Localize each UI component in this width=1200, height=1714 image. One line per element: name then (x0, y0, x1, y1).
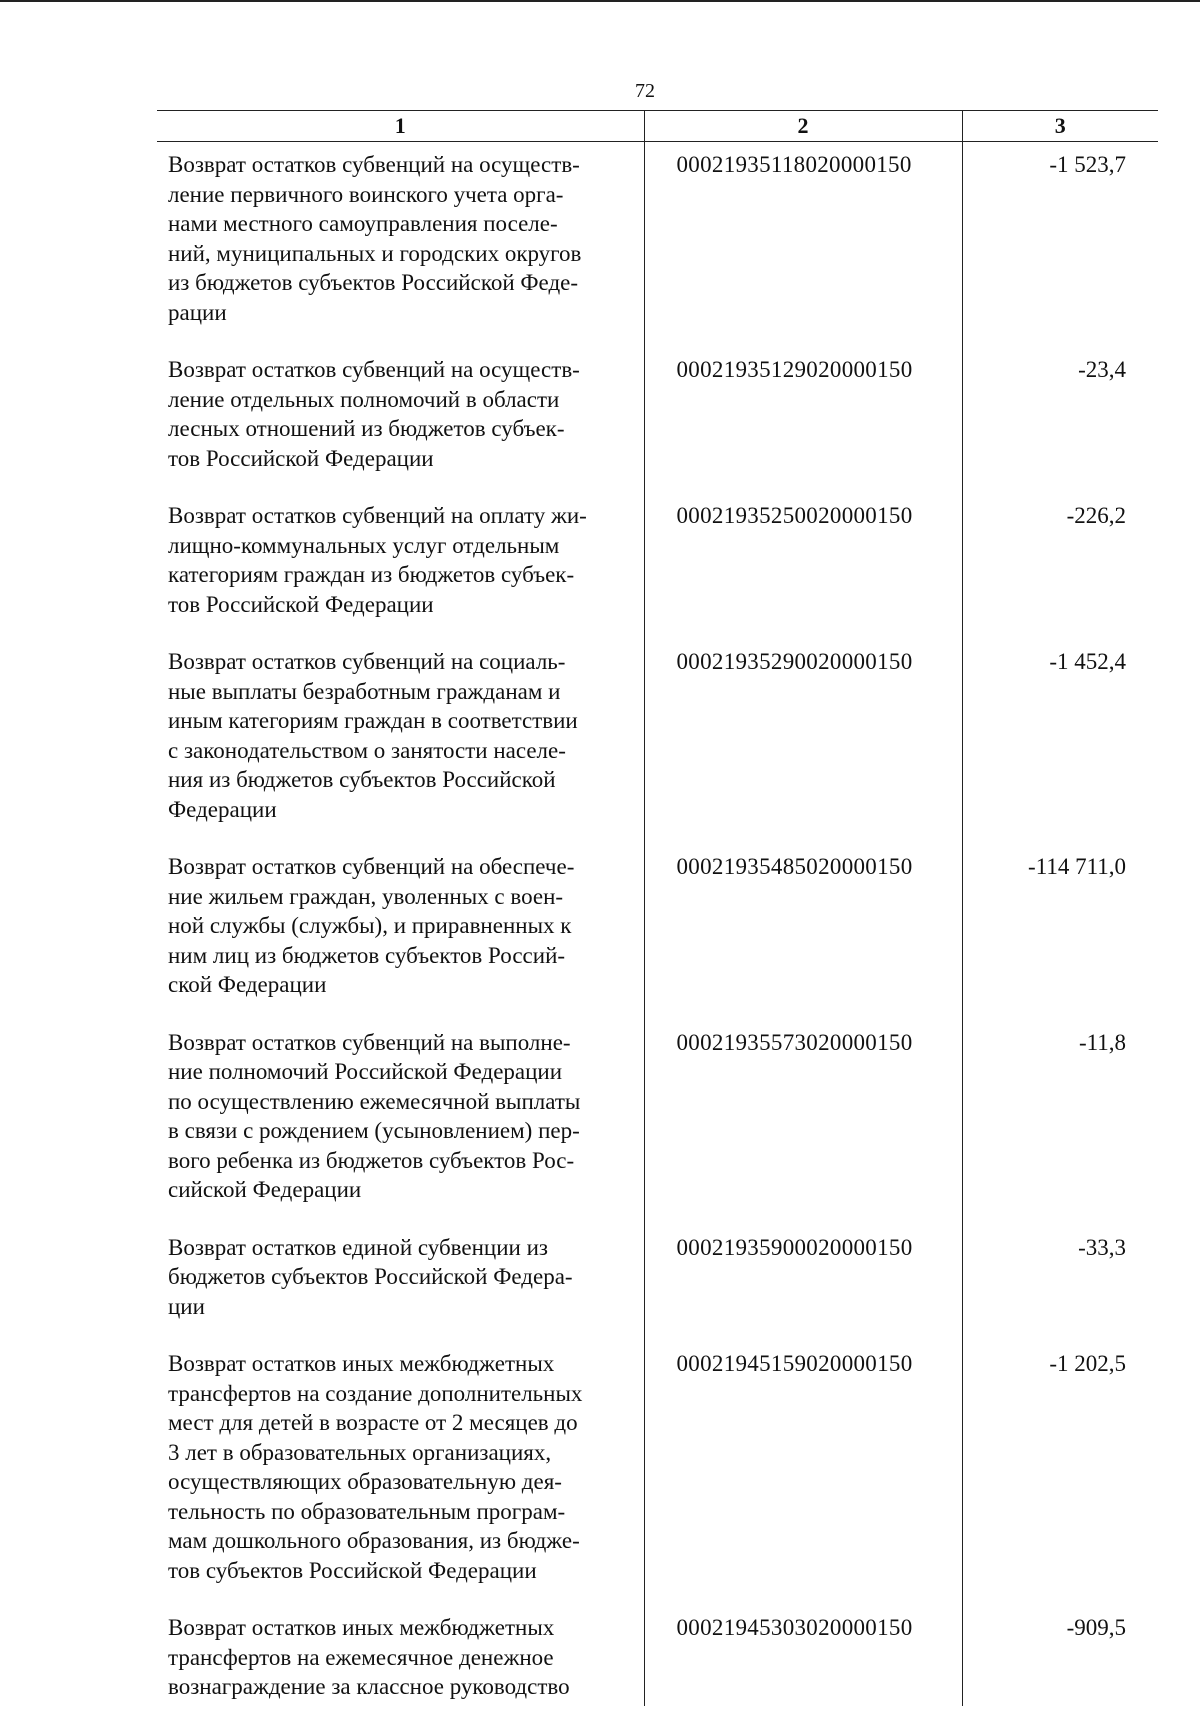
description-line: нами местного самоуправления поселе- (168, 211, 558, 236)
amount-value: -114 711,0 (1028, 854, 1126, 879)
amount-cell (962, 844, 1158, 1020)
amount-value: -1 523,7 (1049, 152, 1126, 177)
description-line: тельность по образовательным програм- (168, 1498, 566, 1524)
description-line: по осуществлению ежемесячной выплаты (168, 1088, 581, 1114)
amount-value: -23,4 (1078, 357, 1126, 382)
description-line: Возврат остатков субвенций на обеспече- (168, 854, 575, 879)
table-row (157, 1605, 1158, 1706)
amount-cell (962, 1225, 1158, 1342)
code-cell (644, 1605, 962, 1706)
page-number: 72 (635, 80, 655, 102)
description-line: ции (168, 1293, 205, 1319)
table-row (157, 1020, 1158, 1225)
table-header-row (157, 111, 1158, 142)
description-line: мам дошкольного образования, из бюдже- (168, 1528, 580, 1553)
description-line: Возврат остатков субвенций на выполне- (168, 1029, 571, 1055)
description-line: категориям граждан из бюджетов субъек- (168, 562, 575, 587)
row-description (157, 1020, 644, 1225)
page-top-edge (0, 0, 1200, 2)
description-line: мест для детей в возрасте от 2 месяцев до (168, 1410, 578, 1435)
code-cell (644, 1341, 962, 1605)
table-row (157, 142, 1158, 348)
row-description (157, 844, 644, 1020)
amount-value: -33,3 (1078, 1234, 1126, 1260)
description-line: Федерации (168, 796, 277, 822)
budget-table (157, 110, 1158, 1706)
row-description (157, 1225, 644, 1342)
code-cell (644, 493, 962, 639)
description-line: ние полномочий Российской Федерации (168, 1059, 563, 1084)
description-line: ной службы (службы), и приравненных к (168, 913, 572, 938)
budget-code: 00021935290020000150 (676, 649, 913, 674)
budget-code: 00021935250020000150 (676, 503, 913, 528)
budget-code: 00021945303020000150 (676, 1615, 913, 1640)
code-cell (644, 1020, 962, 1225)
description-line: ление первичного воинского учета орга- (168, 181, 564, 207)
description-cell (157, 844, 644, 1020)
amount-cell (962, 639, 1158, 844)
description-line: трансфертов на создание дополнительных (168, 1380, 583, 1406)
amount-cell (962, 1341, 1158, 1605)
description-line: ния из бюджетов субъектов Российской (168, 767, 556, 792)
description-line: ние жильем граждан, уволенных с воен- (168, 883, 564, 909)
description-line: рации (168, 299, 227, 325)
code-cell (644, 347, 962, 493)
budget-code: 00021945159020000150 (676, 1351, 913, 1376)
budget-code: 00021935900020000150 (676, 1234, 913, 1260)
description-line: 3 лет в образовательных организациях, (168, 1439, 552, 1465)
description-line: из бюджетов субъектов Российской Феде- (168, 270, 579, 295)
description-line: иным категориям граждан в соответствии (168, 708, 578, 733)
amount-cell (962, 1020, 1158, 1225)
description-line: Возврат остатков единой субвенции из (168, 1234, 548, 1260)
description-line: Возврат остатков субвенций на осуществ- (168, 357, 580, 382)
description-line: Возврат остатков субвенций на оплату жи- (168, 503, 587, 528)
description-line: Возврат остатков субвенций на социаль- (168, 649, 566, 674)
table-row (157, 493, 1158, 639)
description-cell (157, 1341, 644, 1605)
code-cell (644, 639, 962, 844)
description-line: ление отдельных полномочий в области (168, 386, 560, 412)
description-cell (157, 142, 644, 348)
amount-value: -226,2 (1066, 503, 1126, 528)
description-line: трансфертов на ежемесячное денежное (168, 1644, 554, 1670)
column-header-1: 1 (157, 111, 644, 142)
description-line: Возврат остатков иных межбюджетных (168, 1351, 555, 1376)
column-header-2: 2 (644, 111, 962, 142)
description-line: лесных отношений из бюджетов субъек- (168, 416, 565, 441)
budget-code: 00021935573020000150 (676, 1029, 913, 1055)
budget-code: 00021935485020000150 (676, 854, 913, 879)
description-cell (157, 1225, 644, 1342)
description-line: вого ребенка из бюджетов субъектов Рос- (168, 1147, 575, 1173)
table-row (157, 347, 1158, 493)
column-header-3: 3 (962, 111, 1158, 142)
description-line: в связи с рождением (усыновлением) пер- (168, 1118, 580, 1143)
description-line: тов Российской Федерации (168, 445, 434, 471)
description-line: ской Федерации (168, 972, 327, 997)
table-row (157, 844, 1158, 1020)
amount-cell (962, 142, 1158, 348)
code-cell (644, 1225, 962, 1342)
description-line: сийской Федерации (168, 1177, 362, 1202)
row-description (157, 347, 644, 493)
budget-code: 00021935129020000150 (676, 357, 913, 382)
amount-cell (962, 493, 1158, 639)
description-line: ним лиц из бюджетов субъектов Россий- (168, 942, 566, 968)
row-description (157, 1605, 644, 1706)
description-line: лищно-коммунальных услуг отдельным (168, 532, 560, 558)
description-cell (157, 493, 644, 639)
description-line: ные выплаты безработным гражданам и (168, 678, 561, 704)
table-row (157, 1341, 1158, 1605)
description-line: ний, муниципальных и городских округов (168, 240, 582, 266)
description-line: вознаграждение за классное руководство (168, 1674, 570, 1699)
amount-value: -1 202,5 (1049, 1351, 1126, 1376)
description-line: Возврат остатков иных межбюджетных (168, 1615, 555, 1640)
description-cell (157, 347, 644, 493)
code-cell (644, 844, 962, 1020)
code-cell (644, 142, 962, 348)
description-cell (157, 639, 644, 844)
description-line: с законодательством о занятости населе- (168, 737, 566, 763)
table-row (157, 639, 1158, 844)
description-line: Возврат остатков субвенций на осуществ- (168, 152, 580, 177)
table-row (157, 1225, 1158, 1342)
description-line: осуществляющих образовательную дея- (168, 1469, 562, 1494)
row-description (157, 142, 644, 347)
description-cell (157, 1020, 644, 1225)
description-line: бюджетов субъектов Российской Федера- (168, 1264, 573, 1289)
row-description (157, 1341, 644, 1605)
amount-value: -11,8 (1078, 1029, 1126, 1055)
amount-value: -1 452,4 (1049, 649, 1126, 674)
amount-cell (962, 1605, 1158, 1706)
amount-cell (962, 347, 1158, 493)
row-description (157, 639, 644, 844)
row-description (157, 493, 644, 639)
description-line: тов субъектов Российской Федерации (168, 1557, 537, 1583)
budget-code: 00021935118020000150 (676, 152, 912, 177)
amount-value: -909,5 (1066, 1615, 1126, 1640)
description-cell (157, 1605, 644, 1706)
description-line: тов Российской Федерации (168, 591, 434, 617)
